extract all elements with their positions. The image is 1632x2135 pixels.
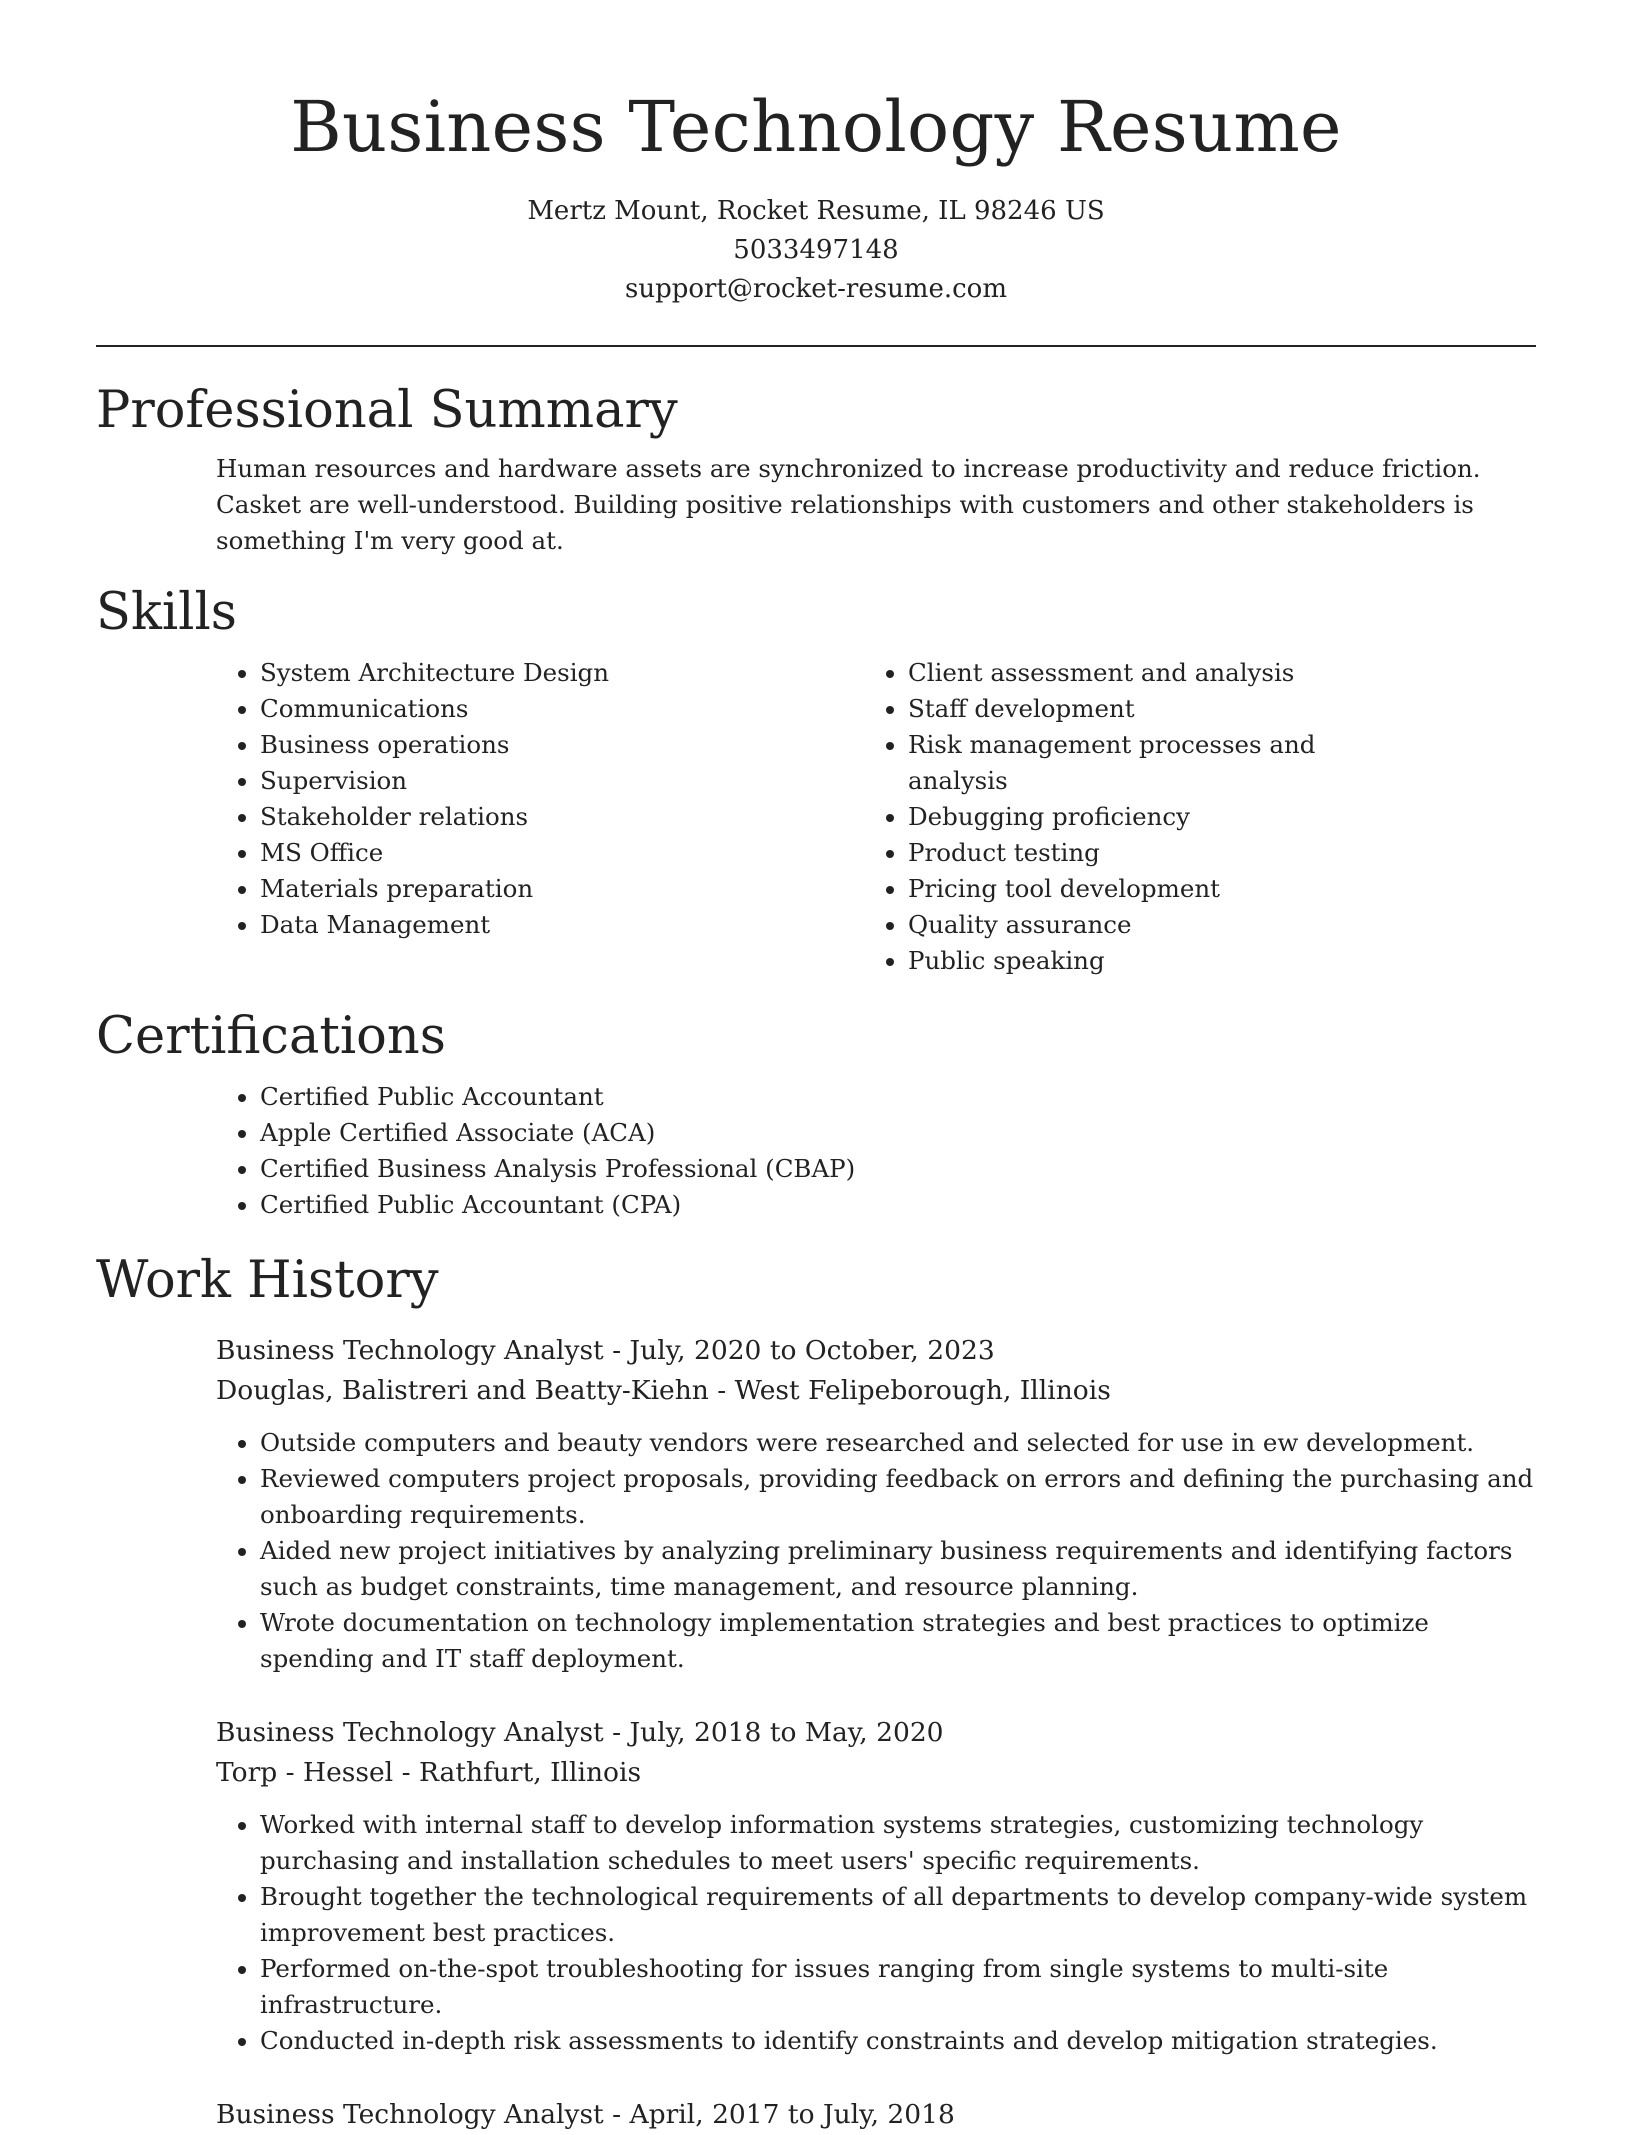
certification-item: • Certified Business Analysis Professional (CBAP) xyxy=(260,1151,1536,1187)
contact-email: support@rocket-resume.com xyxy=(624,274,1007,304)
header-divider xyxy=(96,345,1536,347)
summary-text: Human resources and hardware assets are synchronized to increase productivity and reduce friction. Casket are well-understood. Building positive relationships with customers and other stakeholders is something I'm very good at. xyxy=(216,454,1481,555)
resume-page xyxy=(96,0,1536,2135)
skill-item: • Pricing tool development xyxy=(908,871,1394,907)
job-bullet: • Conducted in-depth risk assessments to identify constraints and develop mitigation strategies. xyxy=(260,2023,1536,2059)
job-bullets xyxy=(96,1425,1536,1677)
skill-item: • Data Management xyxy=(260,907,746,943)
job-bullet: • Outside computers and beauty vendors were researched and selected for use in ew development. xyxy=(260,1425,1536,1461)
skill-item: • Quality assurance xyxy=(908,907,1394,943)
resume-title: Business Technology Resume xyxy=(290,86,1342,168)
contact-block xyxy=(96,192,1536,309)
certification-item: • Certified Public Accountant xyxy=(260,1079,1536,1115)
certification-item: • Certified Public Accountant (CPA) xyxy=(260,1187,1536,1223)
job-company-location: Torp - Hessel - Rathfurt, Illinois xyxy=(216,1757,642,1788)
contact-address: Mertz Mount, Rocket Resume, IL 98246 US xyxy=(527,196,1105,226)
contact-phone: 5033497148 xyxy=(733,235,899,265)
skill-item: • Supervision xyxy=(260,763,746,799)
skill-item: • Staff development xyxy=(908,691,1394,727)
summary-heading: Professional Summary xyxy=(96,381,678,440)
skill-item: • System Architecture Design xyxy=(260,655,746,691)
job-company-location: Douglas, Balistreri and Beatty-Kiehn - West Felipeborough, Illinois xyxy=(216,1375,1111,1406)
job-entry xyxy=(96,2095,1536,2135)
job-entry xyxy=(96,1331,1536,1677)
job-entry xyxy=(96,1713,1536,2059)
skill-item: • Risk management processes and analysis xyxy=(908,727,1394,799)
skill-item: • Client assessment and analysis xyxy=(908,655,1394,691)
job-bullets xyxy=(96,1807,1536,2059)
skill-item: • Business operations xyxy=(260,727,746,763)
certifications-heading: Certifications xyxy=(96,1007,446,1066)
job-role-dates: Business Technology Analyst - July, 2020 to October, 2023 xyxy=(216,1335,995,1366)
certifications-list xyxy=(96,1079,1536,1223)
skill-item: • Public speaking xyxy=(908,943,1394,979)
skill-item: • Debugging proficiency xyxy=(908,799,1394,835)
skills-list-left xyxy=(96,655,746,979)
job-bullet: • Worked with internal staff to develop information systems strategies, customizing technology purchasing and installation schedules to meet users' specific requirements. xyxy=(260,1807,1536,1879)
job-bullet: • Performed on-the-spot troubleshooting for issues ranging from single systems to multi-site infrastructure. xyxy=(260,1951,1536,2023)
job-bullet: • Wrote documentation on technology implementation strategies and best practices to optimize spending and IT staff deployment. xyxy=(260,1605,1536,1677)
skill-item: • Product testing xyxy=(908,835,1394,871)
job-role-dates: Business Technology Analyst - April, 2017 to July, 2018 xyxy=(216,2099,955,2130)
skill-item: • MS Office xyxy=(260,835,746,871)
resume-header xyxy=(96,0,1536,309)
skill-item: • Stakeholder relations xyxy=(260,799,746,835)
job-bullet: • Reviewed computers project proposals, providing feedback on errors and defining the purchasing and onboarding requirements. xyxy=(260,1461,1536,1533)
skills-list-right xyxy=(746,655,1394,979)
skills-heading: Skills xyxy=(96,583,237,642)
job-bullet: • Aided new project initiatives by analyzing preliminary business requirements and identifying factors such as budget constraints, time management, and resource planning. xyxy=(260,1533,1536,1605)
job-role-dates: Business Technology Analyst - July, 2018 to May, 2020 xyxy=(216,1717,944,1748)
certification-item: • Apple Certified Associate (ACA) xyxy=(260,1115,1536,1151)
job-bullet: • Brought together the technological requirements of all departments to develop company-wide system improvement best practices. xyxy=(260,1879,1536,1951)
skills-columns xyxy=(96,655,1536,979)
work-history-heading: Work History xyxy=(96,1251,439,1310)
skill-item: • Communications xyxy=(260,691,746,727)
skill-item: • Materials preparation xyxy=(260,871,746,907)
